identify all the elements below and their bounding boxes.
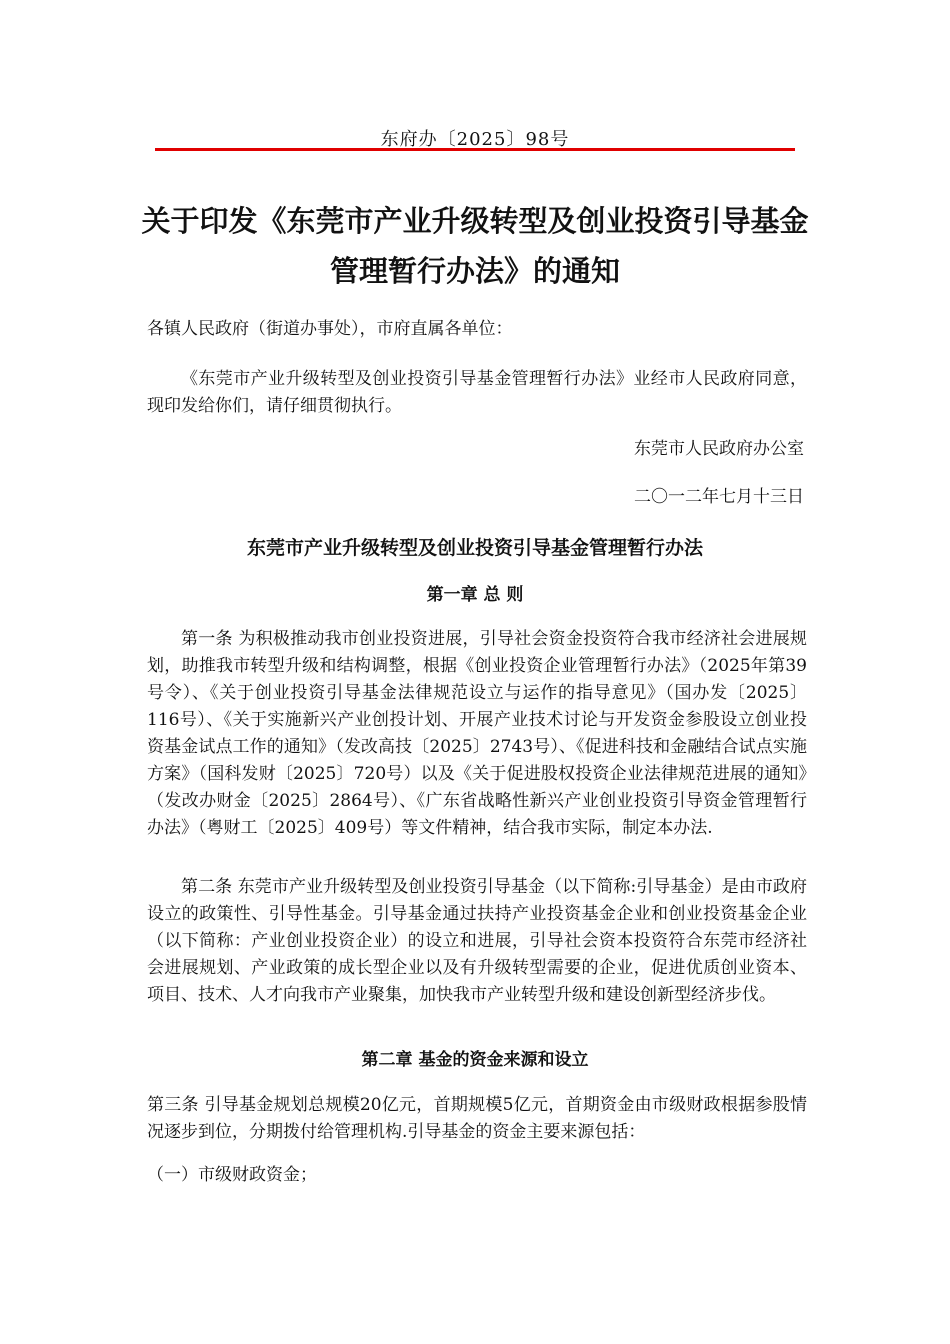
notice-title-line1: 关于印发《东莞市产业升级转型及创业投资引导基金 [141, 204, 809, 238]
article-2: 第二条 东莞市产业升级转型及创业投资引导基金（以下简称:引导基金）是由市政府设立的政策性、引导性基金。引导基金通过扶持产业投资基金企业和创业投资基金企业（以下简称：产业创业投资企业）的设立和进展，引导社会资本投资符合东莞市经济社会进展规划、产业政策的成长型企业以及有升级转型需要的企业，促进优质创业资本、项目、技术、人才向我市产业聚集，加快我市产业转型升级和建设创新型经济步伐。 [147, 877, 807, 1005]
article-3: 第三条 引导基金规划总规模20亿元，首期规模5亿元，首期资金由市级财政根据参股情况逐步到位，分期拨付给管理机构.引导基金的资金主要来源包括： [147, 1095, 807, 1142]
list-item-1: （一）市级财政资金； [147, 1165, 317, 1185]
notice-body: 《东莞市产业升级转型及创业投资引导基金管理暂行办法》业经市人民政府同意，现印发给你们，请仔细贯彻执行。 [147, 369, 807, 416]
chapter-1-heading: 第一章 总 则 [426, 585, 524, 605]
chapter-2-heading: 第二章 基金的资金来源和设立 [361, 1050, 589, 1070]
red-header-rule [155, 148, 795, 151]
issue-date: 二〇一二年七月十三日 [634, 487, 804, 507]
measures-title: 东莞市产业升级转型及创业投资引导基金管理暂行办法 [246, 537, 703, 559]
notice-title [140, 196, 810, 296]
notice-title-line2: 管理暂行办法》的通知 [329, 254, 620, 288]
article-1: 第一条 为积极推动我市创业投资进展，引导社会资金投资符合我市经济社会进展规划，助推我市转型升级和结构调整，根据《创业投资企业管理暂行办法》（2025年第39号令）、《关于创业投资引导基金法律规范设立与运作的指导意见》（国办发〔2025〕116号）、《关于实施新兴产业创投计划、开展产业技术讨论与开发资金参股设立创业投资基金试点工作的通知》（发改高技〔2025〕2743号）、《促进科技和金融结合试点实施方案》（国科发财〔2025〕720号）以及《关于促进股权投资企业法律规范进展的通知》（发改办财金〔2025〕2864号）、《广东省战略性新兴产业创业投资引导资金管理暂行办法》（粤财工〔2025〕409号）等文件精神，结合我市实际，制定本办法. [147, 629, 807, 838]
document-number: 东府办〔2025〕98号 [380, 129, 570, 150]
addressee: 各镇人民政府（街道办事处），市府直属各单位： [147, 319, 513, 339]
issuer-signature: 东莞市人民政府办公室 [634, 439, 804, 459]
